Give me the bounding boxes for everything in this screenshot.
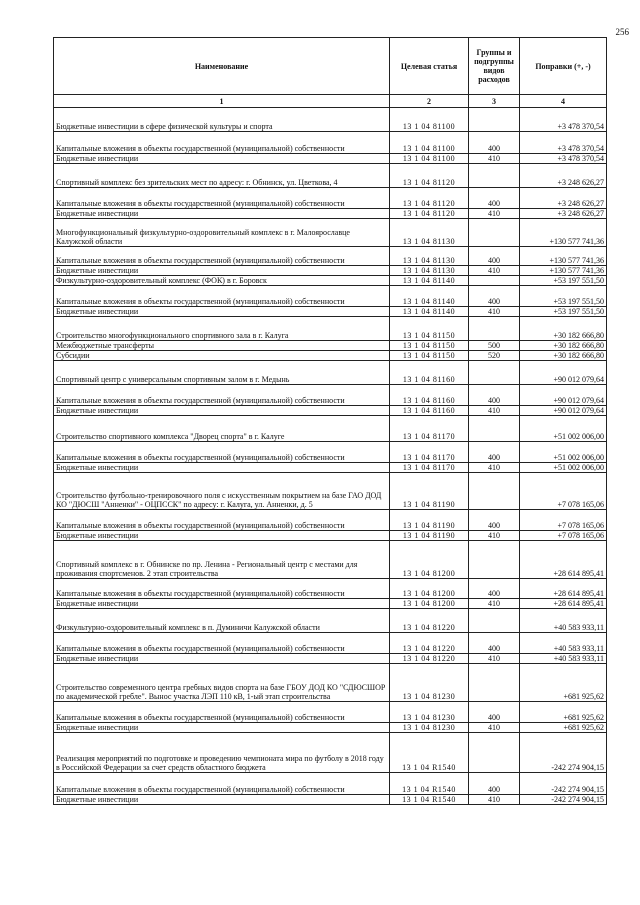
row-amount-cell: +130 577 741,36 — [520, 219, 607, 247]
row-code-cell: 13 1 04 81130 — [390, 247, 469, 266]
row-group-cell: 500 — [469, 341, 520, 351]
row-code-cell: 13 1 04 81120 — [390, 188, 469, 209]
column-number-3: 3 — [469, 95, 520, 108]
row-code-cell: 13 1 04 81220 — [390, 654, 469, 664]
row-amount-cell: +90 012 079,64 — [520, 385, 607, 406]
row-amount-cell: +51 002 006,00 — [520, 442, 607, 463]
table-row — [54, 599, 607, 609]
row-code-cell: 13 1 04 81190 — [390, 531, 469, 541]
row-code-cell: 13 1 04 81220 — [390, 609, 469, 633]
row-group-cell — [469, 108, 520, 132]
table-row — [54, 633, 607, 654]
row-code-cell: 13 1 04 81230 — [390, 664, 469, 702]
table-row — [54, 317, 607, 341]
row-group-cell: 400 — [469, 510, 520, 531]
row-name-cell: Реализация мероприятий по подготовке и проведению чемпионата мира по футболу в 2018 году в Российской Федерации за счет средств областного бюджета — [54, 733, 390, 773]
row-name-cell: Межбюджетные трансферты — [54, 341, 390, 351]
row-amount-cell: +40 583 933,11 — [520, 609, 607, 633]
table-row — [54, 579, 607, 599]
table-row — [54, 385, 607, 406]
row-name-cell: Физкультурно-оздоровительный комплекс в п. Думиничи Калужской области — [54, 609, 390, 633]
page-number: 256 — [615, 27, 629, 37]
row-group-cell: 410 — [469, 795, 520, 805]
table-row — [54, 188, 607, 209]
row-group-cell: 400 — [469, 247, 520, 266]
table-row — [54, 723, 607, 733]
row-name-cell: Бюджетные инвестиции — [54, 463, 390, 473]
row-code-cell: 13 1 04 81140 — [390, 276, 469, 286]
row-amount-cell: +681 925,62 — [520, 702, 607, 723]
row-code-cell: 13 1 04 81120 — [390, 209, 469, 219]
row-group-cell: 400 — [469, 442, 520, 463]
table-row — [54, 773, 607, 795]
row-amount-cell: +90 012 079,64 — [520, 361, 607, 385]
row-code-cell: 13 1 04 R1540 — [390, 773, 469, 795]
header-amount: Поправки (+, -) — [520, 38, 607, 95]
table-row — [54, 531, 607, 541]
row-amount-cell: +130 577 741,36 — [520, 247, 607, 266]
row-name-cell: Капитальные вложения в объекты государственной (муниципальной) собственности — [54, 385, 390, 406]
row-code-cell: 13 1 04 81140 — [390, 307, 469, 317]
row-amount-cell: +28 614 895,41 — [520, 541, 607, 579]
row-code-cell: 13 1 04 81160 — [390, 406, 469, 416]
table-row — [54, 286, 607, 307]
table-row — [54, 276, 607, 286]
row-name-cell: Бюджетные инвестиции — [54, 654, 390, 664]
row-name-cell: Бюджетные инвестиции — [54, 531, 390, 541]
row-group-cell: 410 — [469, 723, 520, 733]
header-code: Целевая статья — [390, 38, 469, 95]
table-row — [54, 132, 607, 154]
row-code-cell: 13 1 04 81100 — [390, 154, 469, 164]
row-name-cell: Физкультурно-оздоровительный комплекс (ФОК) в г. Боровск — [54, 276, 390, 286]
row-code-cell: 13 1 04 81200 — [390, 599, 469, 609]
row-code-cell: 13 1 04 81150 — [390, 341, 469, 351]
row-code-cell: 13 1 04 81120 — [390, 164, 469, 188]
row-code-cell: 13 1 04 81130 — [390, 266, 469, 276]
row-name-cell: Капитальные вложения в объекты государственной (муниципальной) собственности — [54, 188, 390, 209]
row-amount-cell: +40 583 933,11 — [520, 654, 607, 664]
row-name-cell: Бюджетные инвестиции — [54, 266, 390, 276]
row-name-cell: Бюджетные инвестиции — [54, 307, 390, 317]
row-name-cell: Бюджетные инвестиции в сфере физической культуры и спорта — [54, 108, 390, 132]
row-group-cell: 410 — [469, 307, 520, 317]
row-group-cell — [469, 361, 520, 385]
table-body — [54, 108, 607, 805]
row-group-cell: 410 — [469, 531, 520, 541]
row-amount-cell: +51 002 006,00 — [520, 416, 607, 442]
table-row — [54, 473, 607, 510]
row-code-cell: 13 1 04 81230 — [390, 702, 469, 723]
row-amount-cell: +3 478 370,54 — [520, 132, 607, 154]
table-row — [54, 361, 607, 385]
table-row — [54, 341, 607, 351]
column-number-1: 1 — [54, 95, 390, 108]
table-header-row — [54, 38, 607, 95]
row-code-cell: 13 1 04 81100 — [390, 132, 469, 154]
row-group-cell: 400 — [469, 385, 520, 406]
row-name-cell: Строительство футбольно-тренировочного поля с искусственным покрытием на базе ГАО ДОД КО "ДЮСШ "Анненки" - ОЦПССК" по адресу: г. Калуга, ул. Анненки, д. 5 — [54, 473, 390, 510]
row-amount-cell: +30 182 666,80 — [520, 351, 607, 361]
row-amount-cell: +30 182 666,80 — [520, 341, 607, 351]
row-code-cell: 13 1 04 81170 — [390, 442, 469, 463]
table-row — [54, 209, 607, 219]
row-name-cell: Бюджетные инвестиции — [54, 599, 390, 609]
row-code-cell: 13 1 04 81150 — [390, 317, 469, 341]
row-amount-cell: +51 002 006,00 — [520, 463, 607, 473]
row-name-cell: Капитальные вложения в объекты государственной (муниципальной) собственности — [54, 510, 390, 531]
row-amount-cell: +3 248 626,27 — [520, 209, 607, 219]
column-number-4: 4 — [520, 95, 607, 108]
row-code-cell: 13 1 04 81170 — [390, 416, 469, 442]
row-amount-cell: +30 182 666,80 — [520, 317, 607, 341]
row-amount-cell: -242 274 904,15 — [520, 795, 607, 805]
row-group-cell: 410 — [469, 266, 520, 276]
row-amount-cell: +3 248 626,27 — [520, 164, 607, 188]
table-row — [54, 164, 607, 188]
row-code-cell: 13 1 04 81160 — [390, 385, 469, 406]
row-name-cell: Бюджетные инвестиции — [54, 154, 390, 164]
row-group-cell: 410 — [469, 599, 520, 609]
row-name-cell: Капитальные вложения в объекты государственной (муниципальной) собственности — [54, 132, 390, 154]
row-amount-cell: +130 577 741,36 — [520, 266, 607, 276]
row-group-cell — [469, 317, 520, 341]
row-name-cell: Капитальные вложения в объекты государственной (муниципальной) собственности — [54, 633, 390, 654]
row-name-cell: Капитальные вложения в объекты государственной (муниципальной) собственности — [54, 579, 390, 599]
row-name-cell: Бюджетные инвестиции — [54, 795, 390, 805]
row-group-cell: 400 — [469, 286, 520, 307]
row-name-cell: Строительство спортивного комплекса "Дворец спорта" в г. Калуге — [54, 416, 390, 442]
row-amount-cell: +28 614 895,41 — [520, 599, 607, 609]
row-group-cell: 410 — [469, 463, 520, 473]
row-name-cell: Строительство многофункционального спортивного зала в г. Калуга — [54, 317, 390, 341]
row-group-cell: 400 — [469, 132, 520, 154]
row-code-cell: 13 1 04 81220 — [390, 633, 469, 654]
table-row — [54, 406, 607, 416]
row-amount-cell: -242 274 904,15 — [520, 773, 607, 795]
table-row — [54, 154, 607, 164]
row-group-cell — [469, 609, 520, 633]
table-row — [54, 609, 607, 633]
row-name-cell: Многофункциональный физкультурно-оздоровительный комплекс в г. Малоярославце Калужской области — [54, 219, 390, 247]
row-amount-cell: +28 614 895,41 — [520, 579, 607, 599]
row-name-cell: Капитальные вложения в объекты государственной (муниципальной) собственности — [54, 773, 390, 795]
row-code-cell: 13 1 04 81160 — [390, 361, 469, 385]
table-row — [54, 510, 607, 531]
row-amount-cell: +681 925,62 — [520, 664, 607, 702]
row-name-cell: Бюджетные инвестиции — [54, 723, 390, 733]
row-code-cell: 13 1 04 81200 — [390, 579, 469, 599]
table-row — [54, 266, 607, 276]
row-name-cell: Бюджетные инвестиции — [54, 209, 390, 219]
row-amount-cell: +3 248 626,27 — [520, 188, 607, 209]
row-group-cell: 400 — [469, 773, 520, 795]
row-group-cell: 400 — [469, 579, 520, 599]
table-row — [54, 795, 607, 805]
row-name-cell: Субсидии — [54, 351, 390, 361]
table-row — [54, 733, 607, 773]
row-name-cell: Спортивный комплекс в г. Обнинске по пр. Ленина - Региональный центр с местами для проживания спортсменов. 2 этап строительства — [54, 541, 390, 579]
row-group-cell — [469, 219, 520, 247]
row-group-cell — [469, 733, 520, 773]
row-name-cell: Капитальные вложения в объекты государственной (муниципальной) собственности — [54, 702, 390, 723]
row-name-cell: Капитальные вложения в объекты государственной (муниципальной) собственности — [54, 442, 390, 463]
column-number-2: 2 — [390, 95, 469, 108]
row-amount-cell: +7 078 165,06 — [520, 510, 607, 531]
table-row — [54, 108, 607, 132]
row-code-cell: 13 1 04 81200 — [390, 541, 469, 579]
row-name-cell: Строительство современного центра гребных видов спорта на базе ГБОУ ДОД КО "СДЮСШОР по академической гребле". Вынос участка ЛЭП 110 кВ, 1-ый этап строительства — [54, 664, 390, 702]
row-amount-cell: +53 197 551,50 — [520, 307, 607, 317]
table-row — [54, 307, 607, 317]
row-group-cell — [469, 416, 520, 442]
row-group-cell: 410 — [469, 406, 520, 416]
row-code-cell: 13 1 04 81150 — [390, 351, 469, 361]
row-amount-cell: +53 197 551,50 — [520, 286, 607, 307]
table-row — [54, 541, 607, 579]
row-name-cell: Капитальные вложения в объекты государственной (муниципальной) собственности — [54, 286, 390, 307]
row-group-cell — [469, 541, 520, 579]
row-amount-cell: +3 478 370,54 — [520, 154, 607, 164]
table-row — [54, 654, 607, 664]
table-row — [54, 219, 607, 247]
row-amount-cell: +90 012 079,64 — [520, 406, 607, 416]
header-group: Группы и подгруппы видов расходов — [469, 38, 520, 95]
row-group-cell: 520 — [469, 351, 520, 361]
table-row — [54, 351, 607, 361]
row-group-cell — [469, 473, 520, 510]
row-code-cell: 13 1 04 81130 — [390, 219, 469, 247]
row-group-cell — [469, 276, 520, 286]
row-amount-cell: +3 478 370,54 — [520, 108, 607, 132]
row-amount-cell: -242 274 904,15 — [520, 733, 607, 773]
table-row — [54, 247, 607, 266]
row-code-cell: 13 1 04 81170 — [390, 463, 469, 473]
row-name-cell: Капитальные вложения в объекты государственной (муниципальной) собственности — [54, 247, 390, 266]
row-group-cell: 410 — [469, 654, 520, 664]
row-amount-cell: +681 925,62 — [520, 723, 607, 733]
row-code-cell: 13 1 04 81100 — [390, 108, 469, 132]
row-code-cell: 13 1 04 R1540 — [390, 733, 469, 773]
table-row — [54, 702, 607, 723]
row-amount-cell: +7 078 165,06 — [520, 531, 607, 541]
row-amount-cell: +53 197 551,50 — [520, 276, 607, 286]
row-amount-cell: +7 078 165,06 — [520, 473, 607, 510]
row-code-cell: 13 1 04 81190 — [390, 473, 469, 510]
row-group-cell: 400 — [469, 633, 520, 654]
table-row — [54, 416, 607, 442]
column-number-row — [54, 95, 607, 108]
row-group-cell — [469, 164, 520, 188]
row-code-cell: 13 1 04 81230 — [390, 723, 469, 733]
header-name: Наименование — [54, 38, 390, 95]
row-name-cell: Бюджетные инвестиции — [54, 406, 390, 416]
budget-amendments-table — [53, 37, 607, 805]
row-name-cell: Спортивный комплекс без зрительских мест по адресу: г. Обнинск, ул. Цветкова, 4 — [54, 164, 390, 188]
row-amount-cell: +40 583 933,11 — [520, 633, 607, 654]
row-group-cell — [469, 664, 520, 702]
row-code-cell: 13 1 04 81140 — [390, 286, 469, 307]
table-row — [54, 664, 607, 702]
row-group-cell: 400 — [469, 188, 520, 209]
row-code-cell: 13 1 04 81190 — [390, 510, 469, 531]
table-row — [54, 463, 607, 473]
row-group-cell: 410 — [469, 209, 520, 219]
row-group-cell: 410 — [469, 154, 520, 164]
row-code-cell: 13 1 04 R1540 — [390, 795, 469, 805]
row-group-cell: 400 — [469, 702, 520, 723]
row-name-cell: Спортивный центр с универсальным спортивным залом в г. Медынь — [54, 361, 390, 385]
table-row — [54, 442, 607, 463]
